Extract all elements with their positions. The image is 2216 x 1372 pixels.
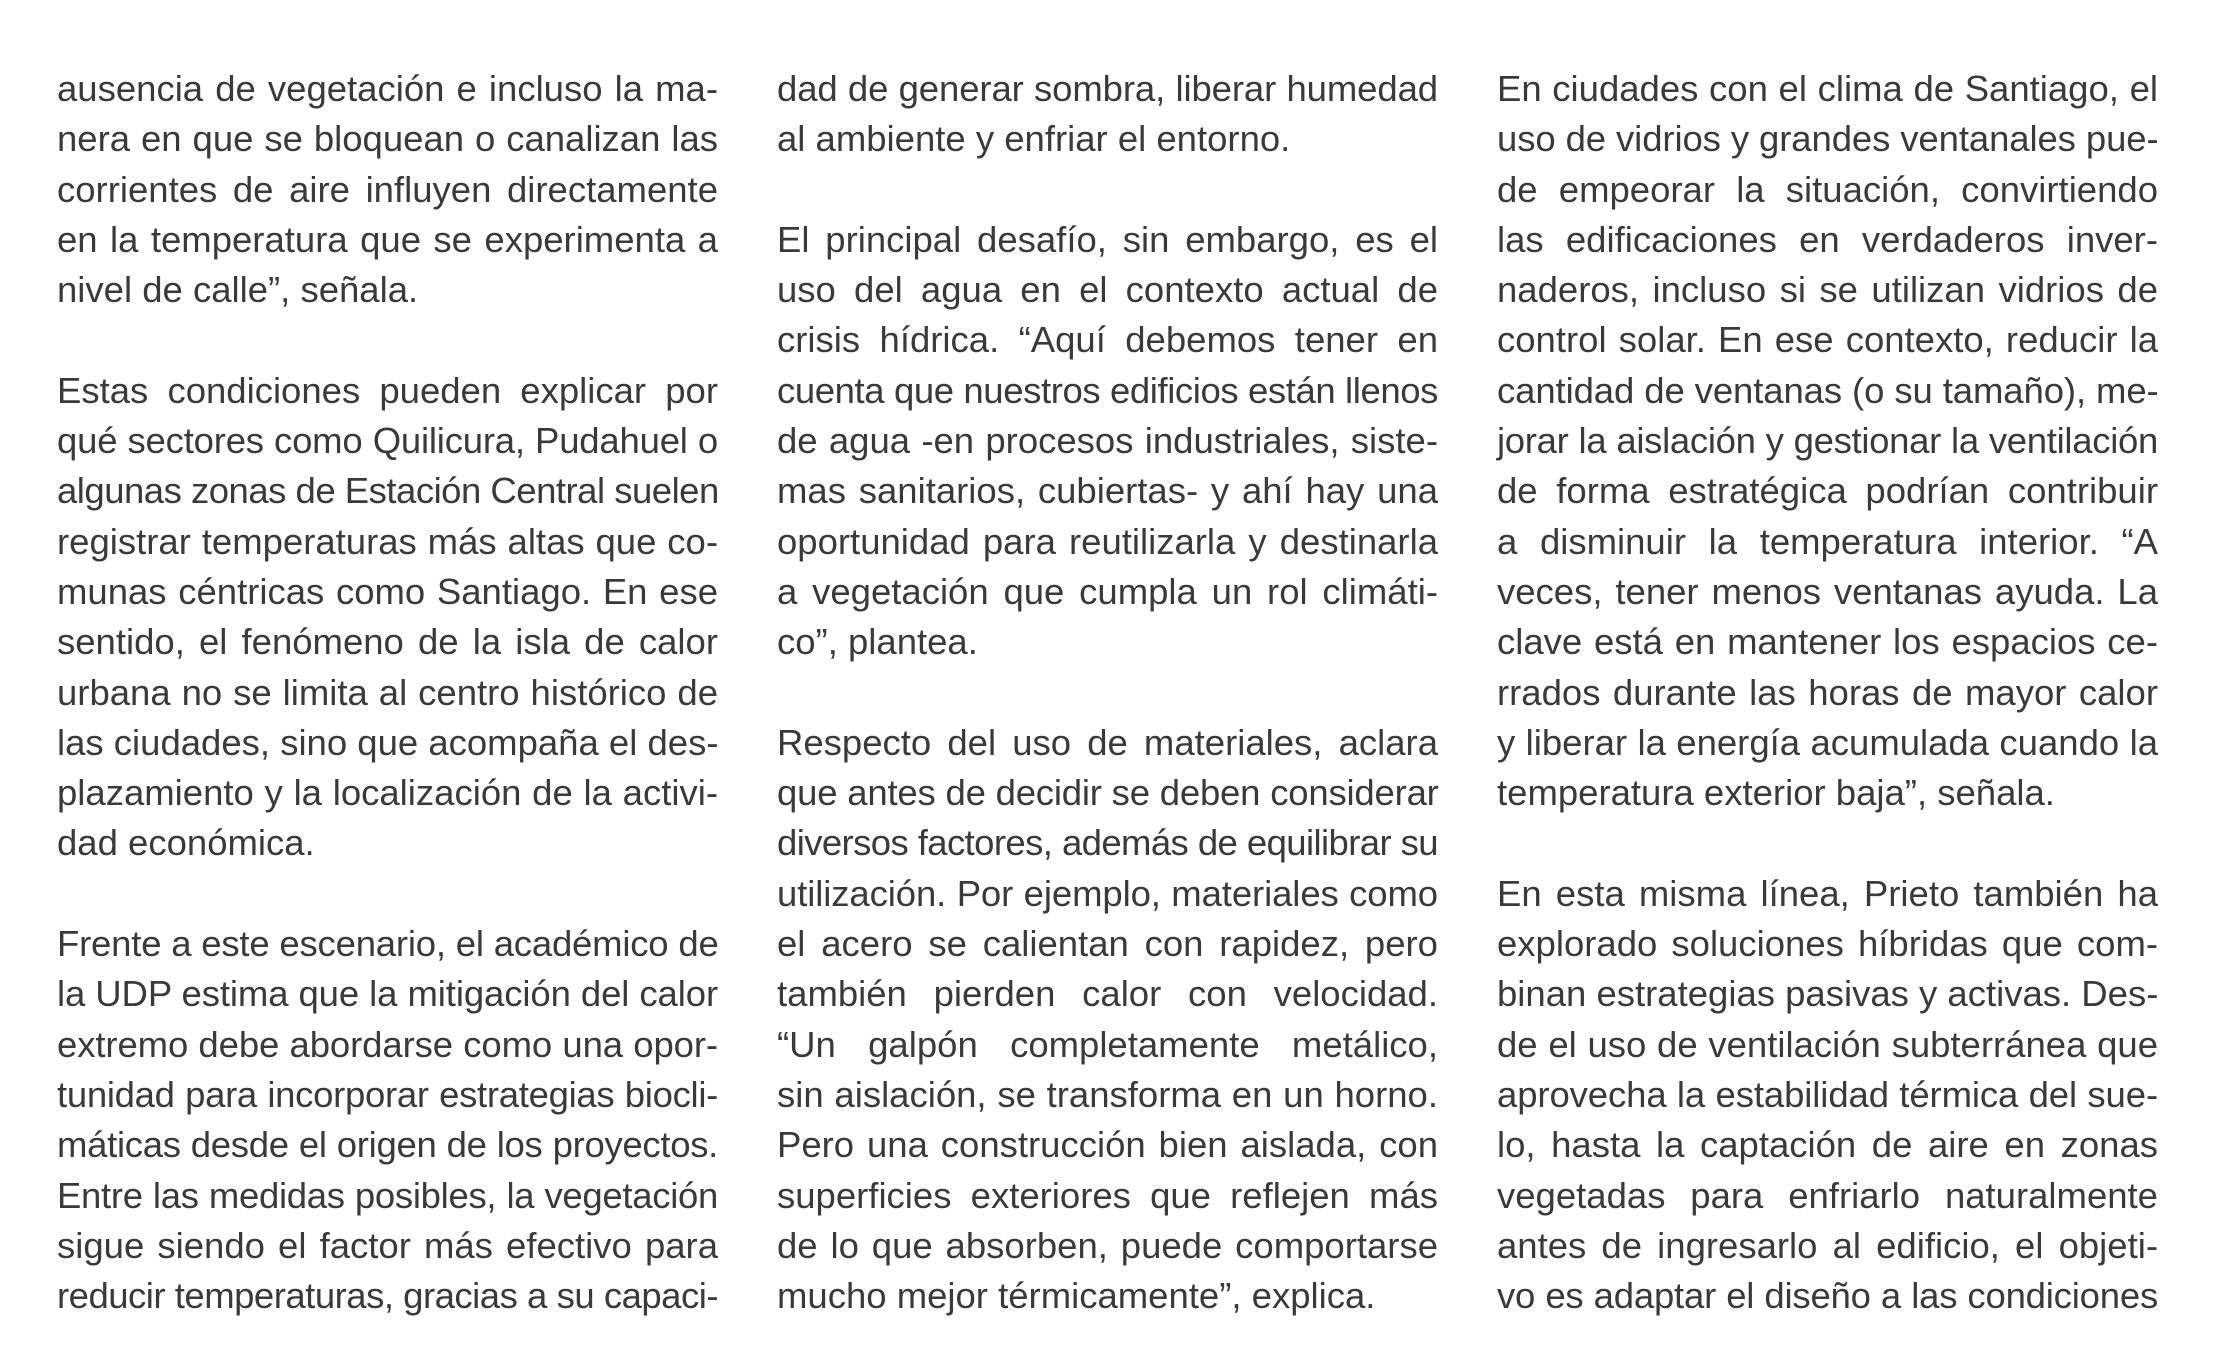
text-line: sin aislación, se transforma en un horno.: [777, 1073, 1438, 1115]
text-line: corrientes de aire influyen directamente: [57, 168, 718, 210]
text-line: En esta misma línea, Prieto también ha: [1497, 872, 2158, 914]
text-line: reducir temperaturas, gracias a su capaci-: [57, 1275, 718, 1317]
text-line: de forma estratégica podrían contribuir: [1497, 470, 2158, 512]
text-line: mucho mejor térmicamente”, explica.: [777, 1275, 1376, 1317]
text-line: de empeorar la situación, convirtiendo: [1497, 168, 2158, 210]
text-line: cuenta que nuestros edificios están llenos: [777, 369, 1438, 411]
paragraph: [57, 366, 718, 869]
text-line: Respecto del uso de materiales, aclara: [777, 721, 1438, 763]
text-column-3: [1497, 64, 2158, 1372]
text-line: dad de generar sombra, liberar humedad: [777, 68, 1438, 109]
text-line: extremo debe abordarse como una opor-: [57, 1023, 718, 1065]
text-line: nivel de calle”, señala.: [57, 269, 419, 311]
text-line: diversos factores, además de equilibrar su: [777, 822, 1438, 864]
text-line: “Un galpón completamente metálico,: [777, 1023, 1438, 1065]
text-line: de agua -en procesos industriales, siste-: [777, 420, 1438, 462]
paragraph: [1497, 64, 2158, 818]
text-line: cantidad de ventanas (o su tamaño), me-: [1497, 369, 2159, 411]
text-line: binan estrategias pasivas y activas. Des-: [1497, 973, 2159, 1015]
text-line: tunidad para incorporar estrategias biocli-: [57, 1073, 718, 1115]
text-line: registrar temperaturas más altas que co-: [57, 520, 718, 562]
text-column-2: [777, 64, 1438, 1372]
text-line: lo, hasta la captación de aire en zonas: [1497, 1124, 2158, 1166]
text-line: sigue siendo el factor más efectivo para: [57, 1224, 718, 1266]
text-line: en la temperatura que se experimenta a: [57, 218, 718, 260]
text-line: naderos, incluso si se utilizan vidrios de: [1497, 269, 2158, 311]
text-line: el acero se calientan con rapidez, pero: [777, 923, 1438, 965]
paragraph: [777, 718, 1438, 1322]
text-line: ausencia de vegetación e incluso la ma-: [57, 68, 718, 109]
text-line: oportunidad para reutilizarla y destinarla: [777, 520, 1438, 562]
text-line: plazamiento y la localización de la activi-: [57, 772, 718, 814]
text-line: y liberar la energía acumulada cuando la: [1497, 721, 2158, 763]
paragraph: [1497, 869, 2158, 1322]
text-line: Frente a este escenario, el académico de: [57, 923, 719, 965]
text-line: la UDP estima que la mitigación del calor: [57, 973, 718, 1015]
text-line: mas sanitarios, cubiertas- y ahí hay una: [777, 470, 1438, 512]
text-line: vegetadas para enfriarlo naturalmente: [1497, 1174, 2158, 1216]
text-line: superficies exteriores que reflejen más: [777, 1174, 1438, 1216]
text-line: algunas zonas de Estación Central suelen: [57, 470, 719, 512]
text-line: a vegetación que cumpla un rol climáti-: [777, 570, 1438, 612]
text-line: co”, plantea.: [777, 621, 978, 663]
text-line: temperatura exterior baja”, señala.: [1497, 772, 2055, 814]
paragraph: [777, 215, 1438, 668]
text-line: que antes de decidir se deben considerar: [777, 772, 1439, 814]
text-line: dad económica.: [57, 822, 315, 864]
text-line: uso del agua en el contexto actual de: [777, 269, 1438, 311]
text-line: Estas condiciones pueden explicar por: [57, 369, 718, 411]
text-line: de lo que absorben, puede comportarse: [777, 1224, 1438, 1266]
text-line: de el uso de ventilación subterránea que: [1497, 1023, 2158, 1065]
text-line: también pierden calor con velocidad.: [777, 973, 1438, 1015]
text-line: veces, tener menos ventanas ayuda. La: [1497, 570, 2158, 612]
text-line: urbana no se limita al centro histórico de: [57, 671, 718, 713]
text-column-1: [57, 64, 718, 1372]
text-line: sentido, el fenómeno de la isla de calor: [57, 621, 718, 663]
text-line: aprovecha la estabilidad térmica del sue-: [1497, 1073, 2158, 1115]
paragraph: [57, 64, 718, 315]
text-line: control solar. En ese contexto, reducir la: [1497, 319, 2158, 361]
text-line: Pero una construcción bien aislada, con: [777, 1124, 1438, 1166]
text-line: uso de vidrios y grandes ventanales pue-: [1497, 118, 2159, 160]
text-line: En ciudades con el clima de Santiago, el: [1497, 68, 2158, 109]
text-line: qué sectores como Quilicura, Pudahuel o: [57, 420, 718, 462]
text-line: nera en que se bloquean o canalizan las: [57, 118, 718, 160]
text-line: explorado soluciones híbridas que com-: [1497, 923, 2158, 965]
text-line: jorar la aislación y gestionar la ventilación: [1497, 420, 2158, 462]
text-line: a disminuir la temperatura interior. “A: [1497, 520, 2158, 562]
text-line: Entre las medidas posibles, la vegetación: [57, 1174, 718, 1216]
text-line: antes de ingresarlo al edificio, el objeti-: [1497, 1224, 2158, 1266]
text-line: vo es adaptar el diseño a las condiciones: [1497, 1275, 2158, 1317]
text-line: El principal desafío, sin embargo, es el: [777, 218, 1438, 260]
paragraph: [57, 919, 718, 1321]
text-line: rrados durante las horas de mayor calor: [1497, 671, 2158, 713]
text-line: máticas desde el origen de los proyectos.: [57, 1124, 718, 1166]
text-line: las edificaciones en verdaderos inver-: [1497, 218, 2158, 260]
text-line: las ciudades, sino que acompaña el des-: [57, 721, 719, 763]
paragraph: [777, 64, 1438, 165]
text-line: munas céntricas como Santiago. En ese: [57, 570, 718, 612]
text-line: utilización. Por ejemplo, materiales como: [777, 872, 1438, 914]
text-line: clave está en mantener los espacios ce-: [1497, 621, 2158, 663]
text-line: crisis hídrica. “Aquí debemos tener en: [777, 319, 1438, 361]
text-line: al ambiente y enfriar el entorno.: [777, 118, 1291, 160]
